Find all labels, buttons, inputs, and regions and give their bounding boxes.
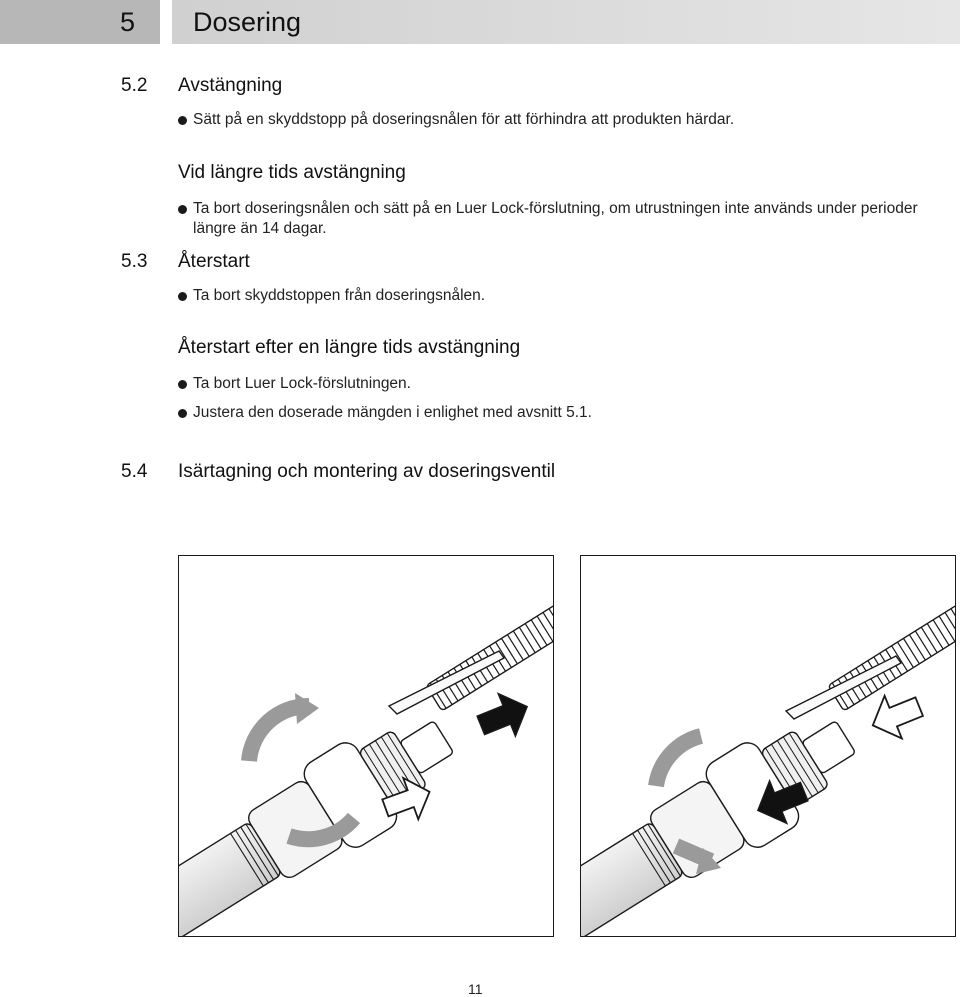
bullet-item <box>178 403 938 423</box>
valve-assembly-figure <box>178 555 554 937</box>
bullet-dot-icon <box>178 380 187 389</box>
bullet-dot-icon <box>178 292 187 301</box>
valve-disassembly-figure <box>580 555 956 937</box>
bullet-item <box>178 374 938 394</box>
section-title-5-3: Återstart <box>178 251 250 272</box>
bullet-item <box>178 110 938 130</box>
bullet-item <box>178 286 938 306</box>
bullet-item <box>178 199 938 239</box>
subsection-title: Vid längre tids avstängning <box>178 162 406 183</box>
bullet-dot-icon <box>178 205 187 214</box>
bullet-dot-icon <box>178 409 187 418</box>
section-number-5-4: 5.4 <box>121 461 148 482</box>
valve-assembly-illustration-icon <box>179 556 554 937</box>
chapter-header-bar <box>0 0 960 44</box>
bullet-text: Justera den doserade mängden i enlighet med avsnitt 5.1. <box>193 404 592 421</box>
valve-disassembly-illustration-icon <box>581 556 956 937</box>
subsection-title: Återstart efter en längre tids avstängning <box>178 337 521 358</box>
section-number-5-3: 5.3 <box>121 251 148 272</box>
chapter-number: 5 <box>120 7 136 37</box>
section-title-5-2: Avstängning <box>178 75 283 96</box>
section-number-5-2: 5.2 <box>121 75 148 96</box>
bullet-text: Ta bort skyddstoppen från doseringsnålen. <box>193 287 486 304</box>
bullet-dot-icon <box>178 116 187 125</box>
section-title-5-4: Isärtagning och montering av doseringsventil <box>178 461 556 482</box>
chapter-title: Dosering <box>193 7 302 37</box>
bullet-text: Sätt på en skyddstopp på doseringsnålen för att förhindra att produkten härdar. <box>193 111 735 128</box>
bullet-text: Ta bort Luer Lock-förslutningen. <box>193 375 411 392</box>
page-number: 11 <box>468 981 483 997</box>
bullet-text: Ta bort doseringsnålen och sätt på en Luer Lock-förslutning, om utrustningen inte används under perioder längre än 14 dagar. <box>193 200 918 237</box>
